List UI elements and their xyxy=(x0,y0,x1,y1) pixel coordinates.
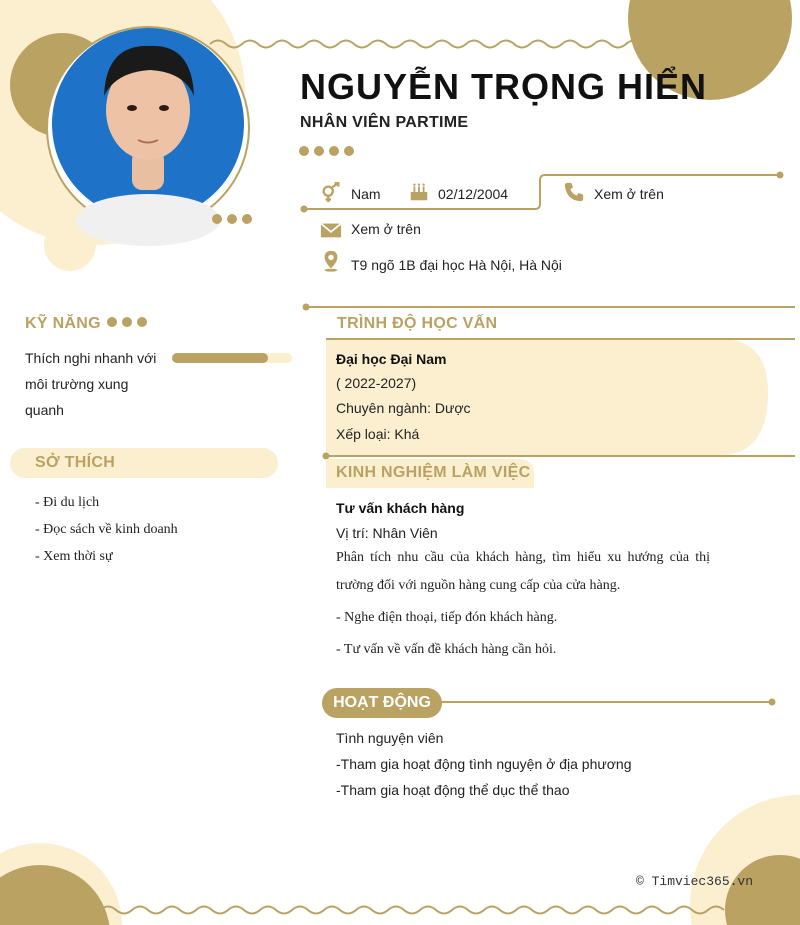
birthday-cake-icon xyxy=(408,181,430,203)
phone-value: Xem ở trên xyxy=(594,186,664,202)
skill-level-fill xyxy=(172,353,268,363)
education-school: Đại học Đại Nam xyxy=(336,351,447,367)
full-name: NGUYỄN TRỌNG HIỂN xyxy=(300,66,708,107)
skill-item xyxy=(25,345,175,423)
birthday-value: 02/12/2004 xyxy=(438,186,509,202)
education-period: ( 2022-2027) xyxy=(336,375,417,391)
hobby-item: - Đi du lịch xyxy=(35,495,100,510)
email-value: Xem ở trên xyxy=(351,221,421,237)
email-icon xyxy=(320,219,342,241)
experience-company: Tư vấn khách hàng xyxy=(336,500,465,516)
experience-task: - Nghe điện thoại, tiếp đón khách hàng. xyxy=(336,610,558,625)
activity-item: -Tham gia hoạt động tình nguyện ở địa phương xyxy=(336,756,632,772)
footer-watermark: © Timviec365.vn xyxy=(636,874,754,889)
skill-level-track xyxy=(172,353,292,363)
skill-line: Thích nghi nhanh với xyxy=(25,350,157,366)
hobbies-title: SỞ THÍCH xyxy=(35,454,116,471)
experience-title: KINH NGHIỆM LÀM VIỆC xyxy=(336,464,531,481)
address-value: T9 ngõ 1B đại học Hà Nội, Hà Nội xyxy=(351,257,562,273)
experience-position: Vị trí: Nhân Viên xyxy=(336,525,438,541)
skills-title: KỸ NĂNG xyxy=(25,315,101,332)
gender-value: Nam xyxy=(351,186,381,202)
experience-desc-line-1: Phân tích nhu cầu của khách hàng, tìm hiểu xu hướng của thị xyxy=(336,550,710,565)
location-pin-icon xyxy=(320,250,342,272)
experience-desc-line-2: trường đối với nguồn hàng cung cấp của cửa hàng. xyxy=(336,578,621,593)
experience-task: - Tư vấn về vấn đề khách hàng cần hỏi. xyxy=(336,642,557,657)
education-major: Chuyên ngành: Dược xyxy=(336,400,471,416)
education-title: TRÌNH ĐỘ HỌC VẤN xyxy=(337,315,498,332)
hobbies-list xyxy=(35,489,178,570)
activities-title: HOẠT ĐỘNG xyxy=(322,688,442,718)
activity-item: Tình nguyện viên xyxy=(336,730,444,746)
skill-line: quanh xyxy=(25,402,64,418)
job-title: NHÂN VIÊN PARTIME xyxy=(300,114,469,131)
skill-line: môi trường xung xyxy=(25,376,129,392)
activity-item: -Tham gia hoạt động thể dục thể thao xyxy=(336,782,570,798)
hobby-item: - Đọc sách về kinh doanh xyxy=(35,522,178,537)
education-rank: Xếp loại: Khá xyxy=(336,426,420,442)
hobby-item: - Xem thời sự xyxy=(35,549,113,564)
gender-icon xyxy=(320,182,342,204)
phone-icon xyxy=(563,181,585,203)
